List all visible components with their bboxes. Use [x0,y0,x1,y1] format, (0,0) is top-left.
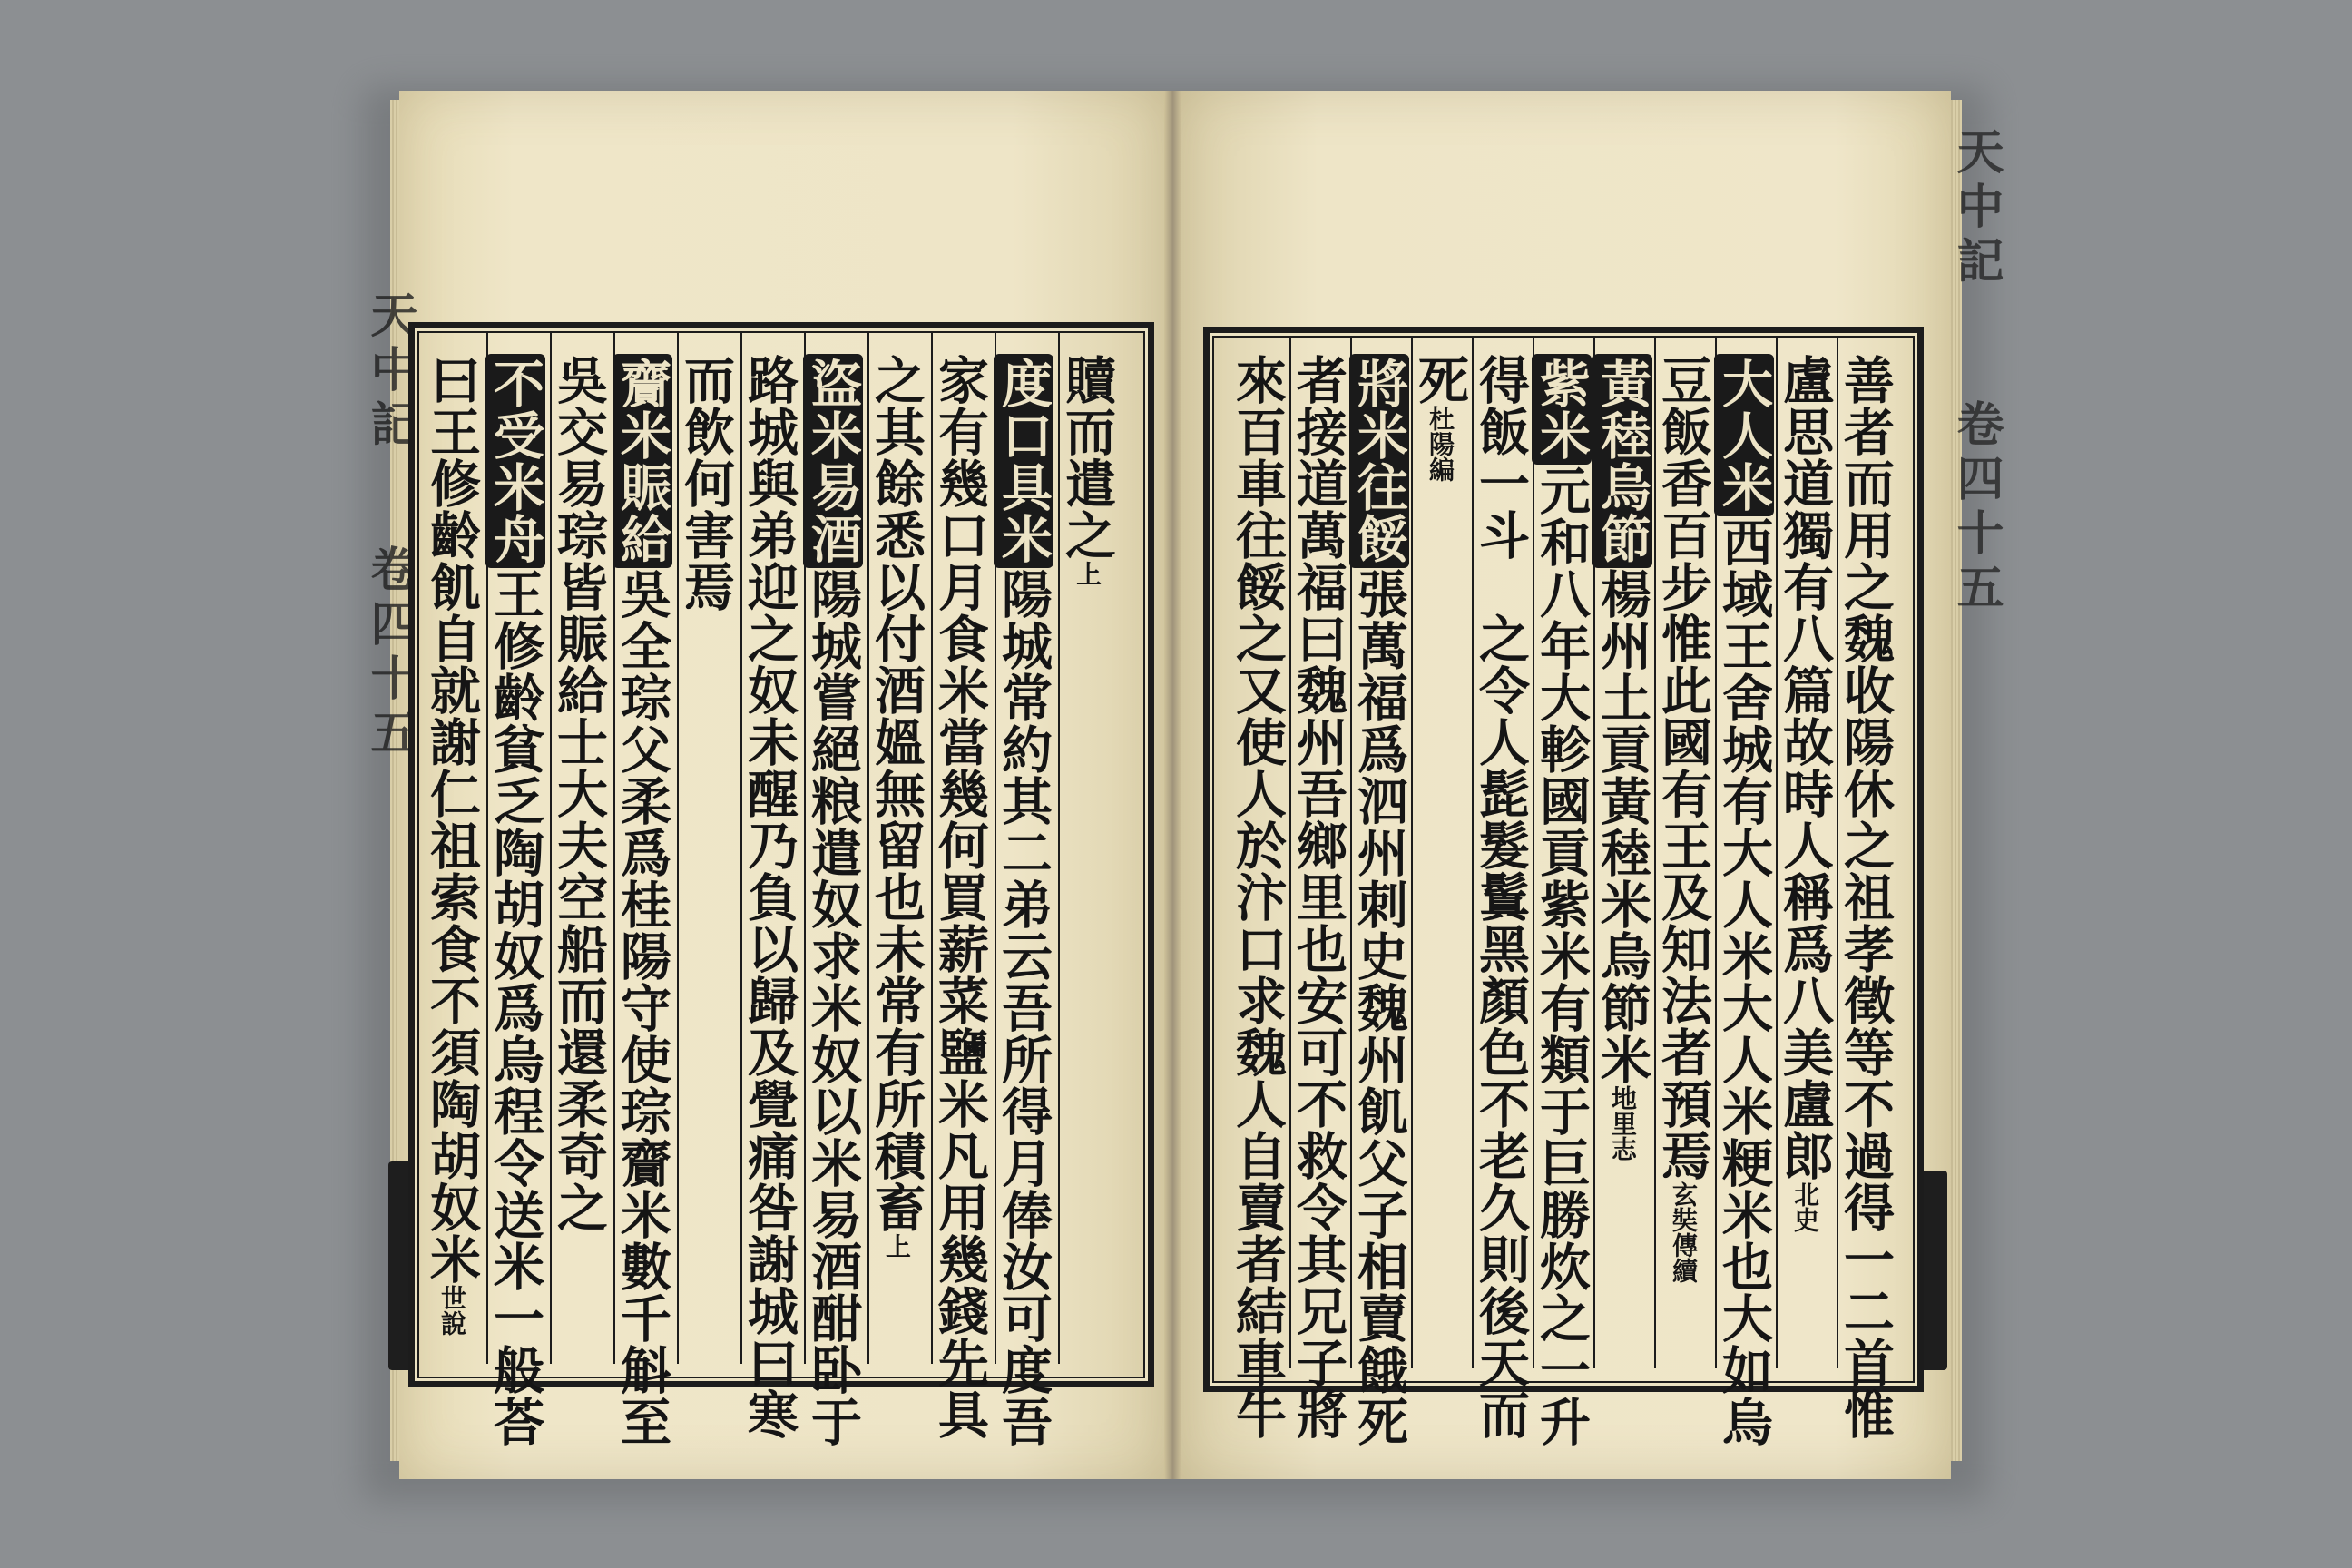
left-column-10: 不受米舟王修齡貧乏陶胡奴爲烏程令送米一般荅 [490,354,541,1447]
right-column-rule [1411,338,1413,1368]
left-column-2: 度口具米陽城常約其二弟云吾所得月俸汝可度吾 [998,354,1049,1447]
right-column-3: 大人米西域王舍城有大人米大人米粳米也大如烏 [1719,354,1769,1447]
right-page-edge [1949,100,1962,1461]
right-column-7: 得飯一斗 之令人髭髮鬒黑顏色不老久則後天而 [1471,354,1531,1440]
left-column-7: 而飲何害焉 [676,354,736,612]
left-heading-4: 不受米舟 [485,354,545,568]
left-column-1: 贖而遣之上 [1057,354,1117,586]
left-column-9: 吳交易琮皆賑給士大夫空船而還柔奇之 [549,354,609,1233]
book-gutter [1164,91,1181,1479]
right-heading-3: 紫米 [1532,354,1592,465]
left-column-4: 之其餘悉以付酒媼無留也未常有所積畜上 [867,354,926,1259]
right-column-5: 黃稑烏節楊州土貢黃稑米烏節米地里志 [1597,354,1648,1161]
right-heading-1: 大人米 [1714,354,1774,516]
left-heading-3: 齎米賑給 [612,354,672,568]
left-column-5: 盜米易酒陽城嘗絕粮遣奴求米奴以米易酒酣卧于 [808,354,858,1447]
left-column-3: 家有幾口月食米當幾何買薪菜鹽米凡用幾錢先具 [930,354,990,1440]
right-margin-title: 天中記 [1948,127,2004,290]
right-column-1: 善者而用之魏收陽休之祖孝徵等不過得一二首惟 [1836,354,1896,1440]
right-column-6: 紫米元和八年大軫國貢紫米有類于巨勝炊之一升 [1536,354,1587,1447]
right-column-5-note: 地里志 [1608,1085,1638,1161]
left-column-11: 曰王修齡飢自就謝仁祖索食不須陶胡奴米世說 [422,354,482,1336]
left-margin-title: 天中記 [362,290,417,454]
right-column-11: 來百車往餒之又使人於汴口求魏人自賣者結車牛 [1228,354,1288,1440]
left-margin-volume: 卷四十五 [362,544,417,762]
right-heading-4: 將米往餒 [1349,354,1409,568]
left-column-11-note: 世說 [437,1285,467,1336]
left-heading-2: 盜米易酒 [803,354,863,568]
right-column-8: 死杜陽編 [1410,354,1470,482]
left-column-6: 路城與弟迎之奴未醒乃負以歸及覺痛咎謝城曰寒 [740,354,799,1440]
left-heading-1: 度口具米 [994,354,1054,568]
right-column-2: 盧思道獨有八篇故時人稱爲八美盧郎北史 [1775,354,1835,1232]
right-margin-volume: 卷四十五 [1948,399,2004,617]
right-column-9: 將米往餒張萬福爲泗州刺史魏州飢父子相賣餓死 [1354,354,1405,1447]
right-heading-2: 黃稑烏節 [1592,354,1652,568]
right-column-8-note: 杜陽編 [1426,406,1455,482]
right-column-4-note: 玄奘傳續 [1669,1181,1699,1283]
right-column-2-note: 北史 [1790,1181,1820,1232]
left-column-1-note: 上 [1073,561,1102,586]
right-column-4: 豆飯香百步惟此國有王及知法者預焉玄奘傳續 [1653,354,1713,1283]
left-column-8: 齎米賑給吳全琮父柔爲桂陽守使琮齎米數千斛至 [617,354,668,1447]
left-column-4-note: 上 [882,1233,912,1259]
right-column-10: 者接道萬福曰魏州吾鄉里也安可不救令其兄子將 [1289,354,1348,1440]
